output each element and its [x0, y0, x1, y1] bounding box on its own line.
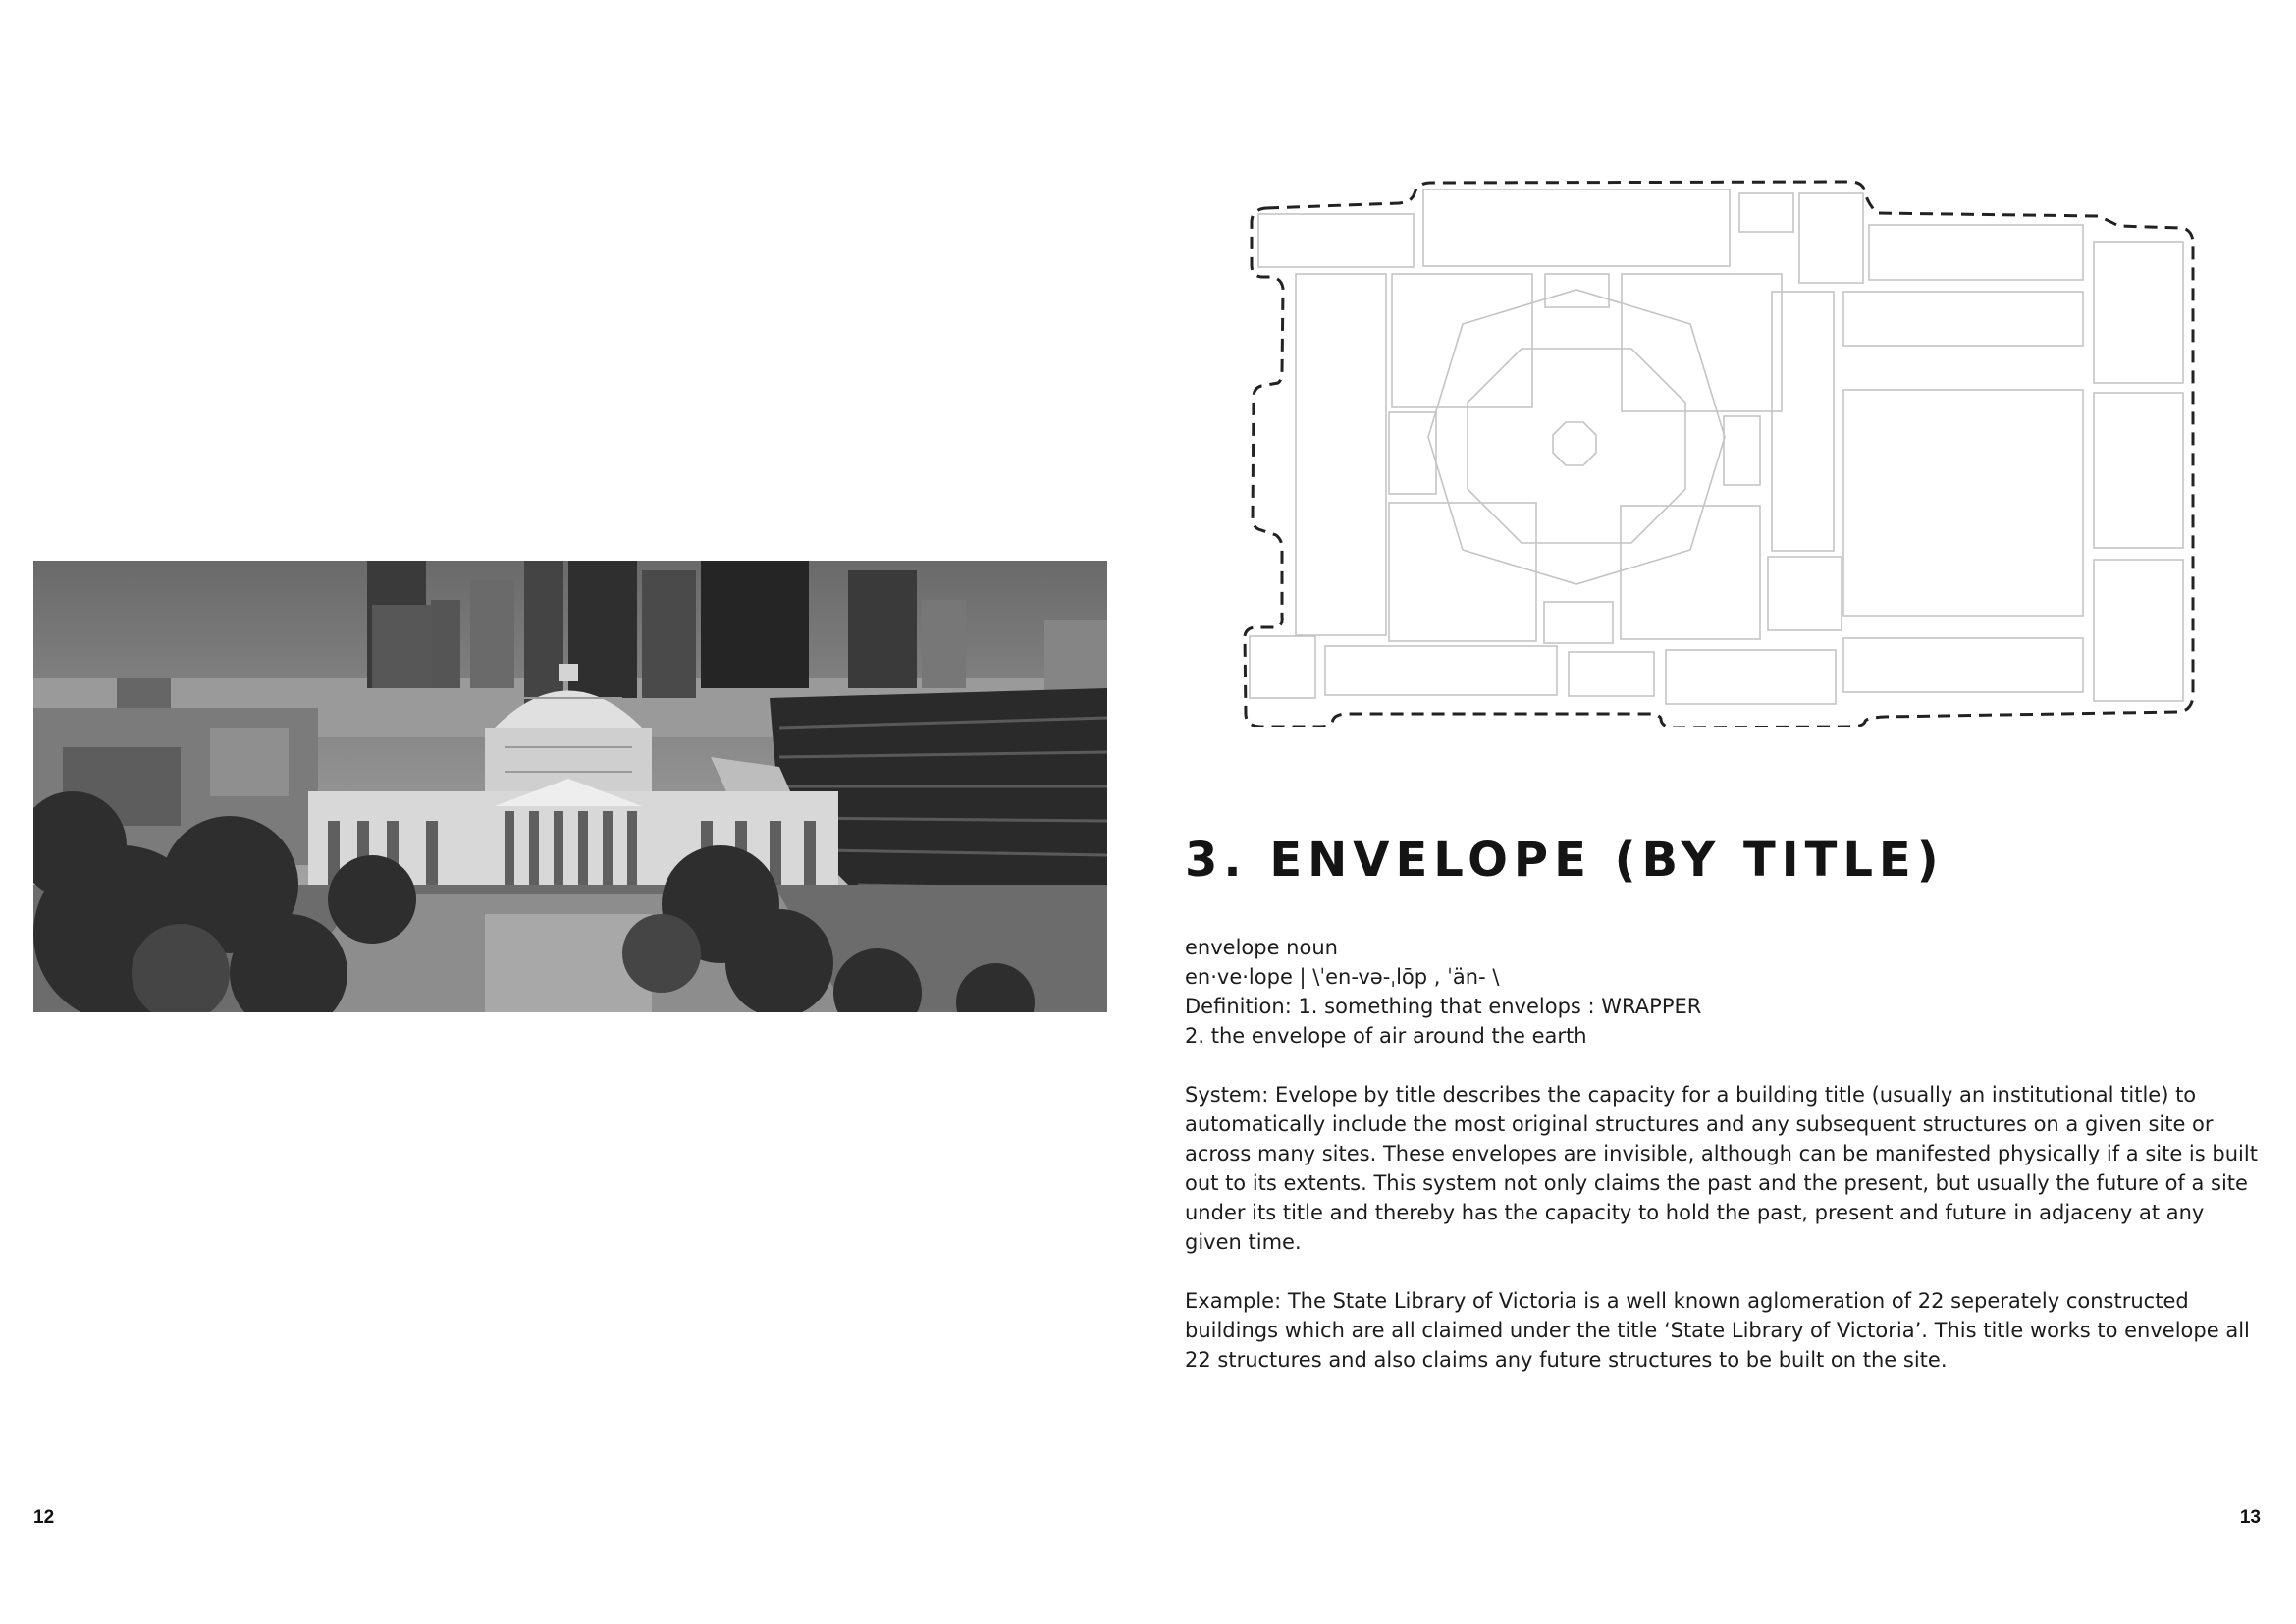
building-footprint: [1869, 225, 2083, 280]
building-footprint: [1389, 503, 1536, 641]
page-number-left: 12: [33, 1507, 55, 1528]
pronunciation-line: en·ve·lope | \ˈen-və-ˌlōp , ˈän- \: [1185, 965, 1500, 989]
photo-illustration: [33, 561, 1107, 1012]
definition-line-1: Definition: 1. something that envelops : WRAPPER: [1185, 995, 1702, 1018]
building-footprint: [1258, 214, 1414, 267]
system-paragraph: System: Evelope by title describes the capacity for a building title (usually an institutional title) to automatically include the most original structures and any subsequent structures on a given site or across many sites. These envelopes are invisible, although can be manifested physically if a site is built out to its extents. This system not only claims the past and the present, but usually the future of a site under its title and thereby has the capacity to hold the past, present and future in adjaceny at any given time.: [1185, 1083, 2258, 1254]
building-footprint: [1325, 646, 1557, 695]
word-line: envelope noun: [1185, 936, 1338, 959]
reading-room-dome: [1553, 422, 1596, 465]
building-footprint: [1739, 193, 1793, 232]
definition-line-2: 2. the envelope of air around the earth: [1185, 1024, 1587, 1048]
building-footprint: [1569, 652, 1654, 696]
building-footprint: [1296, 274, 1386, 635]
building-footprint: [1545, 274, 1609, 307]
building-footprint: [1544, 602, 1613, 643]
page-number-right: 13: [2239, 1507, 2261, 1528]
building-footprint: [1843, 390, 2083, 616]
building-footprint: [1724, 416, 1760, 485]
building-footprint: [1392, 274, 1532, 407]
section-heading: 3. ENVELOPE (BY TITLE): [1185, 833, 1945, 888]
building-footprint: [2094, 242, 2183, 383]
building-footprint: [1799, 193, 1863, 283]
building-footprint: [1389, 412, 1436, 494]
site-plan-diagram: [1237, 177, 2209, 727]
building-footprint: [2094, 560, 2183, 701]
building-footprint: [1250, 636, 1315, 698]
building-footprint: [1843, 638, 2083, 692]
building-footprint: [1622, 274, 1782, 411]
reading-room-outer: [1428, 290, 1725, 584]
building-footprint: [1423, 189, 1730, 266]
definition-block: [1185, 933, 2265, 1375]
building-footprint: [2094, 393, 2183, 548]
building-footprint: [1843, 292, 2083, 346]
building-footprint: [1666, 650, 1836, 704]
state-library-aerial-photo: [33, 561, 1107, 1012]
building-footprint: [1621, 506, 1760, 639]
example-paragraph: Example: The State Library of Victoria is a well known aglomeration of 22 seperately constructed buildings which are all claimed under the title ‘State Library of Victoria’. This title works to envelope all 22 structures and also claims any future structures to be built on the site.: [1185, 1289, 2250, 1372]
site-plan-svg: [1237, 177, 2209, 727]
building-footprint: [1768, 557, 1842, 630]
reading-room-inner: [1468, 349, 1685, 543]
building-footprints: [1250, 189, 2183, 704]
